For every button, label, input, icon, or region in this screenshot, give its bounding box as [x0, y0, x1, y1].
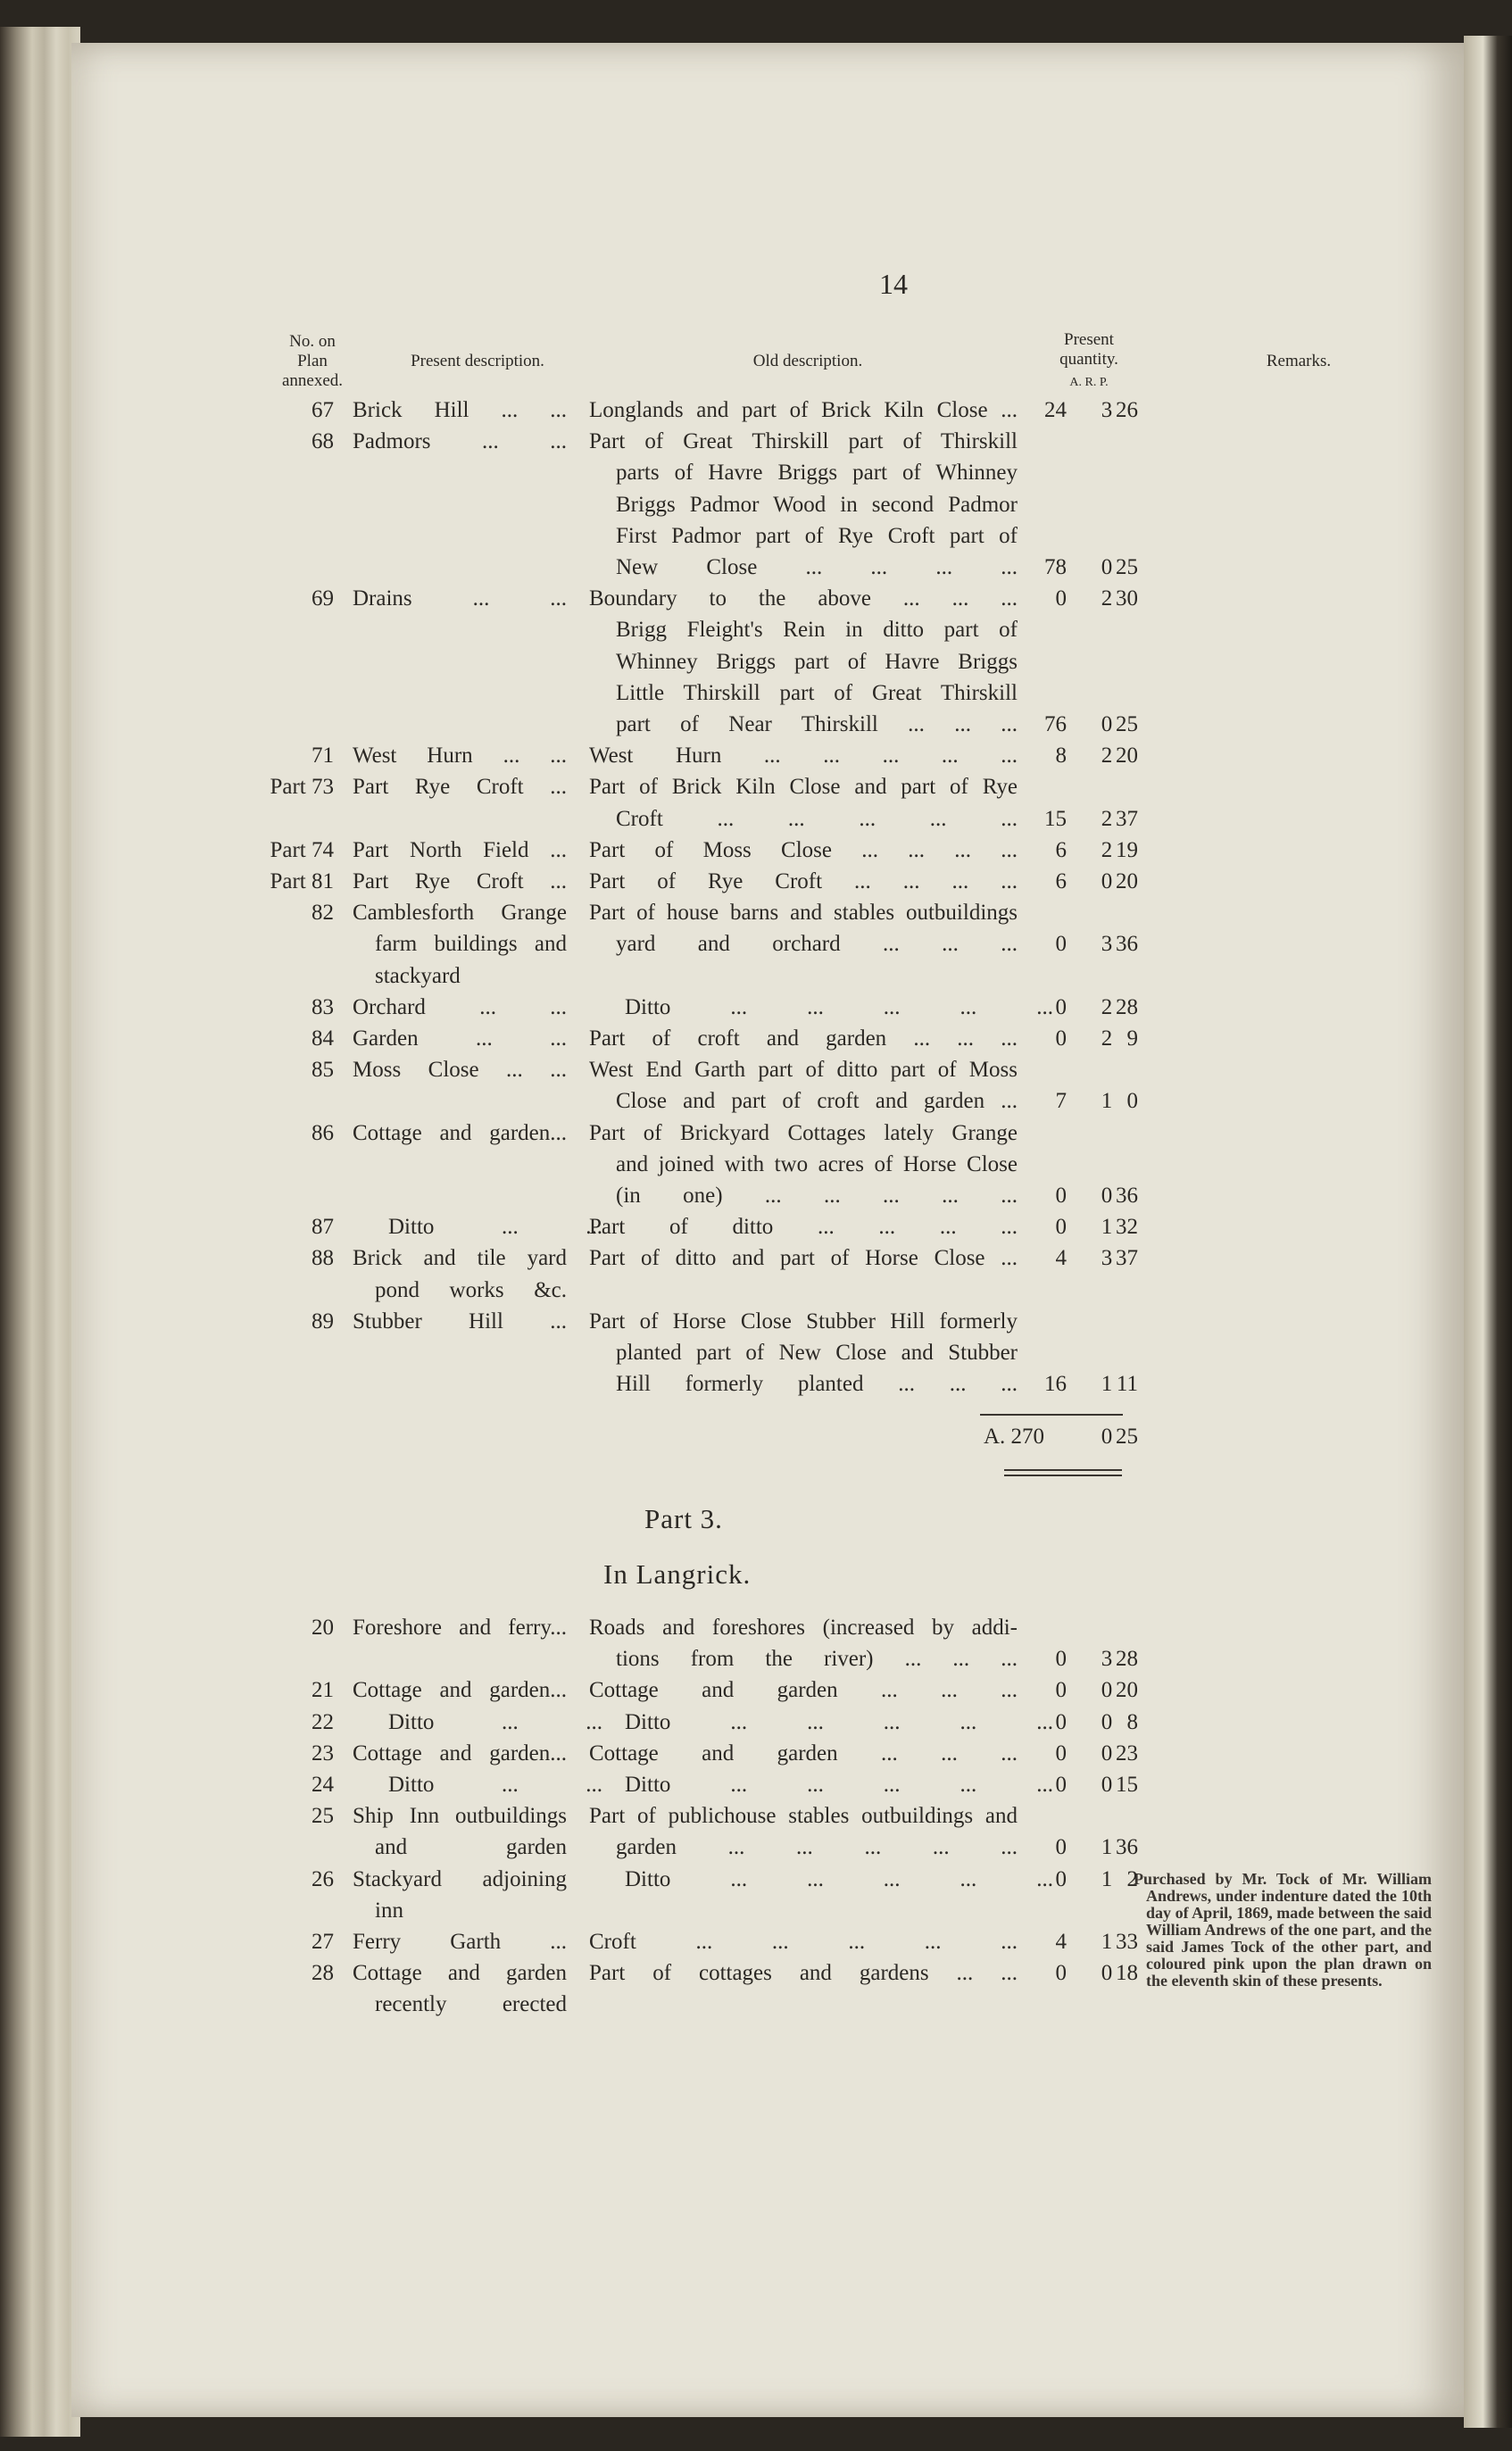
quantity-roods: 0 [1101, 1184, 1113, 1208]
table-row-continuation [0, 552, 1512, 583]
old-description: Part of Rye Croft ... ... ... ... [589, 869, 1018, 893]
part3-subtitle: In Langrick. [603, 1558, 752, 1590]
quantity-acres: 15 [1044, 806, 1067, 831]
present-description: Foreshore and ferry... [353, 1616, 567, 1640]
table-row-continuation [0, 1085, 1512, 1117]
quantity-acres: 0 [1055, 1835, 1067, 1860]
quantity-perches: 25 [1116, 712, 1138, 736]
plan-number: Part 73 [270, 775, 334, 800]
old-description: Croft ... ... ... ... ... [589, 1930, 1018, 1954]
quantity-roods: 1 [1101, 1089, 1113, 1114]
quantity-acres: 0 [1055, 994, 1067, 1019]
table-row-continuation [0, 1275, 1512, 1306]
old-description: Part of Brickyard Cottages lately Grange [589, 1120, 1018, 1145]
quantity-perches: 28 [1116, 994, 1138, 1019]
present-description: Stackyard adjoining [353, 1866, 567, 1891]
quantity-roods: 0 [1101, 555, 1113, 579]
table-row [0, 866, 1512, 897]
plan-number: 28 [312, 1961, 334, 1986]
table-row [0, 992, 1512, 1023]
plan-number: 89 [312, 1309, 334, 1334]
old-description: planted part of New Close and Stubber [616, 1341, 1018, 1365]
total-perches: 25 [1116, 1425, 1138, 1449]
plan-number: 67 [312, 398, 334, 422]
plan-number: 23 [312, 1741, 334, 1766]
table-row [0, 1957, 1512, 1989]
quantity-perches: 37 [1116, 806, 1138, 831]
page-number: 14 [879, 268, 908, 300]
old-description: Cottage and garden ... ... ... [589, 1678, 1018, 1703]
old-description: Ditto ... ... ... ... ... [625, 1709, 1053, 1734]
old-description: Part of house barns and stables outbuildings [589, 901, 1018, 926]
old-description: Ditto ... ... ... ... ... [625, 1773, 1053, 1797]
plan-number: 82 [312, 901, 334, 926]
quantity-perches: 20 [1116, 869, 1138, 893]
old-description: Part of ditto and part of Horse Close ... [589, 1246, 1018, 1271]
old-description: Part of Horse Close Stubber Hill formerly [589, 1309, 1018, 1334]
quantity-roods: 2 [1101, 586, 1113, 611]
quantity-perches: 23 [1116, 1741, 1138, 1766]
total-roods: 0 [1101, 1425, 1113, 1449]
plan-number: 21 [312, 1678, 334, 1703]
old-description: yard and orchard ... ... ... [616, 932, 1018, 957]
old-description: Hill formerly planted ... ... ... [616, 1372, 1018, 1397]
plan-number: 68 [312, 429, 334, 454]
old-description: Ditto ... ... ... ... ... [625, 994, 1053, 1019]
old-description: Ditto ... ... ... ... ... [625, 1866, 1053, 1891]
quantity-acres: 0 [1055, 1773, 1067, 1797]
quantity-roods: 1 [1101, 1215, 1113, 1240]
present-description: Stubber Hill ... [353, 1309, 567, 1334]
quantity-acres: 0 [1055, 1709, 1067, 1734]
table-row-continuation [0, 677, 1512, 709]
remarks-text: Purchased by Mr. Tock of Mr. William Andrews, under indenture dated the 10th day of April, 1869, made between the said William Andrews of the one part, and the said James Tock of the other part, and coloured pink upon the plan drawn on the eleventh skin of these presents. [1134, 1869, 1432, 1990]
quantity-roods: 1 [1101, 1835, 1113, 1860]
present-description: farm buildings and [375, 932, 567, 957]
quantity-perches: 36 [1116, 1184, 1138, 1208]
present-description: Moss Close ... ... [353, 1058, 567, 1083]
table-row [0, 771, 1512, 802]
present-description: Brick and tile yard [353, 1246, 567, 1271]
table-row [0, 1242, 1512, 1274]
present-description: Ship Inn outbuildings [353, 1804, 567, 1829]
table-row-continuation [0, 1180, 1512, 1211]
plan-number: 24 [312, 1773, 334, 1797]
old-description: garden ... ... ... ... ... [616, 1835, 1018, 1860]
old-description: West End Garth part of ditto part of Moss [589, 1058, 1018, 1083]
quantity-perches: 18 [1116, 1961, 1138, 1986]
old-description: New Close ... ... ... ... [616, 555, 1018, 579]
total-double-rule-2 [1004, 1475, 1122, 1476]
old-description: part of Near Thirskill ... ... ... [616, 712, 1018, 736]
old-description: West Hurn ... ... ... ... ... [589, 744, 1018, 769]
quantity-perches: 25 [1116, 555, 1138, 579]
quantity-perches: 19 [1116, 837, 1138, 862]
table-row [0, 1612, 1512, 1643]
table-row [0, 1117, 1512, 1149]
table-row-continuation [0, 489, 1512, 520]
old-description: Whinney Briggs part of Havre Briggs [616, 649, 1018, 674]
quantity-acres: 8 [1055, 744, 1067, 769]
table-row-continuation [0, 1895, 1512, 1926]
table-row-continuation [0, 1149, 1512, 1180]
header-present-quantity: Present quantity. [1059, 330, 1118, 369]
old-description: First Padmor part of Rye Croft part of [616, 523, 1018, 548]
plan-number: 20 [312, 1616, 334, 1640]
quantity-roods: 2 [1101, 1026, 1113, 1051]
quantity-roods: 2 [1101, 837, 1113, 862]
total-double-rule-1 [1004, 1469, 1122, 1471]
table-row [0, 1738, 1512, 1769]
table-row-continuation [0, 646, 1512, 677]
table-row-continuation [0, 1989, 1512, 2020]
quantity-acres: 0 [1055, 586, 1067, 611]
quantity-perches: 20 [1116, 1678, 1138, 1703]
table-row-continuation [0, 803, 1512, 835]
old-description: Boundary to the above ... ... ... [589, 586, 1018, 611]
old-description: Roads and foreshores (increased by addi- [589, 1616, 1018, 1640]
quantity-roods: 0 [1101, 1709, 1113, 1734]
quantity-perches: 37 [1116, 1246, 1138, 1271]
quantity-acres: 0 [1055, 1866, 1067, 1891]
quantity-perches: 32 [1116, 1215, 1138, 1240]
header-no-on-plan: No. on Plan annexed. [281, 332, 344, 390]
table-row-continuation [0, 1832, 1512, 1863]
table-row-continuation [0, 709, 1512, 740]
old-description: Cottage and garden ... ... ... [589, 1741, 1018, 1766]
present-description: Ferry Garth ... [353, 1930, 567, 1954]
quantity-roods: 2 [1101, 744, 1113, 769]
old-description: parts of Havre Briggs part of Whinney [616, 461, 1018, 486]
table-row [0, 1864, 1512, 1895]
present-description: stackyard [375, 963, 461, 988]
quantity-perches: 0 [1126, 1089, 1138, 1114]
table-row [0, 1306, 1512, 1337]
present-description: Camblesforth Grange [353, 901, 567, 926]
quantity-roods: 0 [1101, 1773, 1113, 1797]
quantity-acres: 4 [1055, 1246, 1067, 1271]
quantity-perches: 30 [1116, 586, 1138, 611]
plan-number: Part 74 [270, 837, 334, 862]
quantity-perches: 33 [1116, 1930, 1138, 1954]
plan-number: 71 [312, 744, 334, 769]
old-description: Part of ditto ... ... ... ... [589, 1215, 1018, 1240]
old-description: Brigg Fleight's Rein in ditto part of [616, 618, 1018, 643]
plan-number: 69 [312, 586, 334, 611]
quantity-perches: 36 [1116, 932, 1138, 957]
plan-number: 25 [312, 1804, 334, 1829]
table-row-continuation [0, 1368, 1512, 1400]
table-row [0, 1926, 1512, 1957]
quantity-perches: 28 [1116, 1647, 1138, 1672]
quantity-acres: 0 [1055, 932, 1067, 957]
present-description: pond works &c. [375, 1277, 567, 1302]
header-remarks: Remarks. [1266, 352, 1332, 370]
old-description: Part of Brick Kiln Close and part of Rye [589, 775, 1018, 800]
quantity-roods: 3 [1101, 398, 1113, 422]
plan-number: 86 [312, 1120, 334, 1145]
old-description: and joined with two acres of Horse Close [616, 1151, 1018, 1176]
header-present-description: Present description. [411, 352, 544, 370]
table-row-continuation [0, 1643, 1512, 1674]
table-row [0, 1674, 1512, 1706]
quantity-roods: 1 [1101, 1930, 1113, 1954]
quantity-acres: 4 [1055, 1930, 1067, 1954]
old-description: (in one) ... ... ... ... ... [616, 1184, 1018, 1208]
quantity-acres: 0 [1055, 1184, 1067, 1208]
old-description: Part of publichouse stables outbuildings and [589, 1804, 1018, 1829]
quantity-roods: 0 [1101, 1961, 1113, 1986]
header-old-description: Old description. [752, 352, 863, 370]
present-description: Part Rye Croft ... [353, 775, 567, 800]
present-description: Drains ... ... [353, 586, 567, 611]
present-description: Part North Field ... [353, 837, 567, 862]
table-row-continuation [0, 520, 1512, 552]
old-description: Longlands and part of Brick Kiln Close ... [589, 398, 1018, 422]
total-rule-top [980, 1414, 1123, 1416]
present-description: West Hurn ... ... [353, 744, 567, 769]
quantity-perches: 20 [1116, 744, 1138, 769]
present-description: Brick Hill ... ... [353, 398, 567, 422]
present-description: Cottage and garden... [353, 1741, 567, 1766]
old-description: Part of Moss Close ... ... ... ... [589, 837, 1018, 862]
present-description: Cottage and garden... [353, 1120, 567, 1145]
old-description: Little Thirskill part of Great Thirskill [616, 680, 1018, 705]
quantity-perches: 36 [1116, 1835, 1138, 1860]
quantity-acres: 7 [1055, 1089, 1067, 1114]
table-row [0, 1023, 1512, 1054]
quantity-perches: 8 [1126, 1709, 1138, 1734]
present-description: inn [375, 1898, 403, 1923]
quantity-acres: 0 [1055, 1961, 1067, 1986]
quantity-acres: 6 [1055, 837, 1067, 862]
old-description: Croft ... ... ... ... ... [616, 806, 1018, 831]
present-description: Padmors ... ... [353, 429, 567, 454]
table-row [0, 1800, 1512, 1832]
present-description: recently erected [375, 1992, 567, 2017]
table-row [0, 1211, 1512, 1242]
quantity-acres: 76 [1044, 712, 1067, 736]
table-row [0, 897, 1512, 928]
quantity-acres: 24 [1044, 398, 1067, 422]
quantity-acres: 0 [1055, 1678, 1067, 1703]
quantity-perches: 11 [1116, 1372, 1138, 1397]
present-description: Garden ... ... [353, 1026, 567, 1051]
table-row [0, 1054, 1512, 1085]
table-row [0, 1769, 1512, 1800]
quantity-acres: 6 [1055, 869, 1067, 893]
plan-number: 83 [312, 994, 334, 1019]
present-description: Ditto ... ... [388, 1709, 602, 1734]
plan-number: 87 [312, 1215, 334, 1240]
quantity-roods: 0 [1101, 1678, 1113, 1703]
plan-number: Part 81 [270, 869, 334, 893]
quantity-perches: 15 [1116, 1773, 1138, 1797]
quantity-perches: 26 [1116, 398, 1138, 422]
old-description: Part of croft and garden ... ... ... [589, 1026, 1018, 1051]
part3-title: Part 3. [644, 1503, 723, 1534]
present-description: Orchard ... ... [353, 994, 567, 1019]
quantity-roods: 3 [1101, 1647, 1113, 1672]
total-acres: A. 270 [984, 1425, 1045, 1449]
table-row-continuation [0, 928, 1512, 960]
old-description: Briggs Padmor Wood in second Padmor [616, 492, 1018, 517]
present-description: Cottage and garden [353, 1961, 567, 1986]
quantity-roods: 1 [1101, 1372, 1113, 1397]
quantity-acres: 0 [1055, 1647, 1067, 1672]
plan-number: 22 [312, 1709, 334, 1734]
quantity-acres: 16 [1044, 1372, 1067, 1397]
quantity-roods: 3 [1101, 1246, 1113, 1271]
old-description: Close and part of croft and garden ... [616, 1089, 1018, 1114]
quantity-roods: 1 [1101, 1866, 1113, 1891]
plan-number: 27 [312, 1930, 334, 1954]
present-description: Ditto ... ... [388, 1215, 602, 1240]
table-row [0, 740, 1512, 771]
plan-number: 84 [312, 1026, 334, 1051]
quantity-roods: 0 [1101, 712, 1113, 736]
table-row-continuation [0, 960, 1512, 992]
plan-number: 26 [312, 1866, 334, 1891]
quantity-roods: 0 [1101, 869, 1113, 893]
table-row [0, 1707, 1512, 1738]
table-row [0, 835, 1512, 866]
table-row [0, 426, 1512, 457]
old-description: Part of cottages and gardens ... ... [589, 1961, 1018, 1986]
quantity-roods: 2 [1101, 806, 1113, 831]
quantity-acres: 0 [1055, 1741, 1067, 1766]
old-description: tions from the river) ... ... ... [616, 1647, 1018, 1672]
quantity-perches: 9 [1126, 1026, 1138, 1051]
total-row [0, 1421, 1512, 1452]
quantity-roods: 3 [1101, 932, 1113, 957]
header-units: A. R. P. [1069, 376, 1109, 389]
quantity-acres: 0 [1055, 1215, 1067, 1240]
present-description: Ditto ... ... [388, 1773, 602, 1797]
present-description: and garden [375, 1835, 567, 1860]
table-row [0, 395, 1512, 426]
present-description: Cottage and garden... [353, 1678, 567, 1703]
present-description: Part Rye Croft ... [353, 869, 567, 893]
quantity-acres: 0 [1055, 1026, 1067, 1051]
plan-number: 85 [312, 1058, 334, 1083]
table-row-continuation [0, 457, 1512, 488]
table-row-continuation [0, 1337, 1512, 1368]
quantity-perches: 2 [1126, 1866, 1138, 1891]
table-row-continuation [0, 614, 1512, 645]
table-row [0, 583, 1512, 614]
quantity-acres: 78 [1044, 555, 1067, 579]
old-description: Part of Great Thirskill part of Thirskill [589, 429, 1018, 454]
quantity-roods: 0 [1101, 1741, 1113, 1766]
plan-number: 88 [312, 1246, 334, 1271]
quantity-roods: 2 [1101, 994, 1113, 1019]
